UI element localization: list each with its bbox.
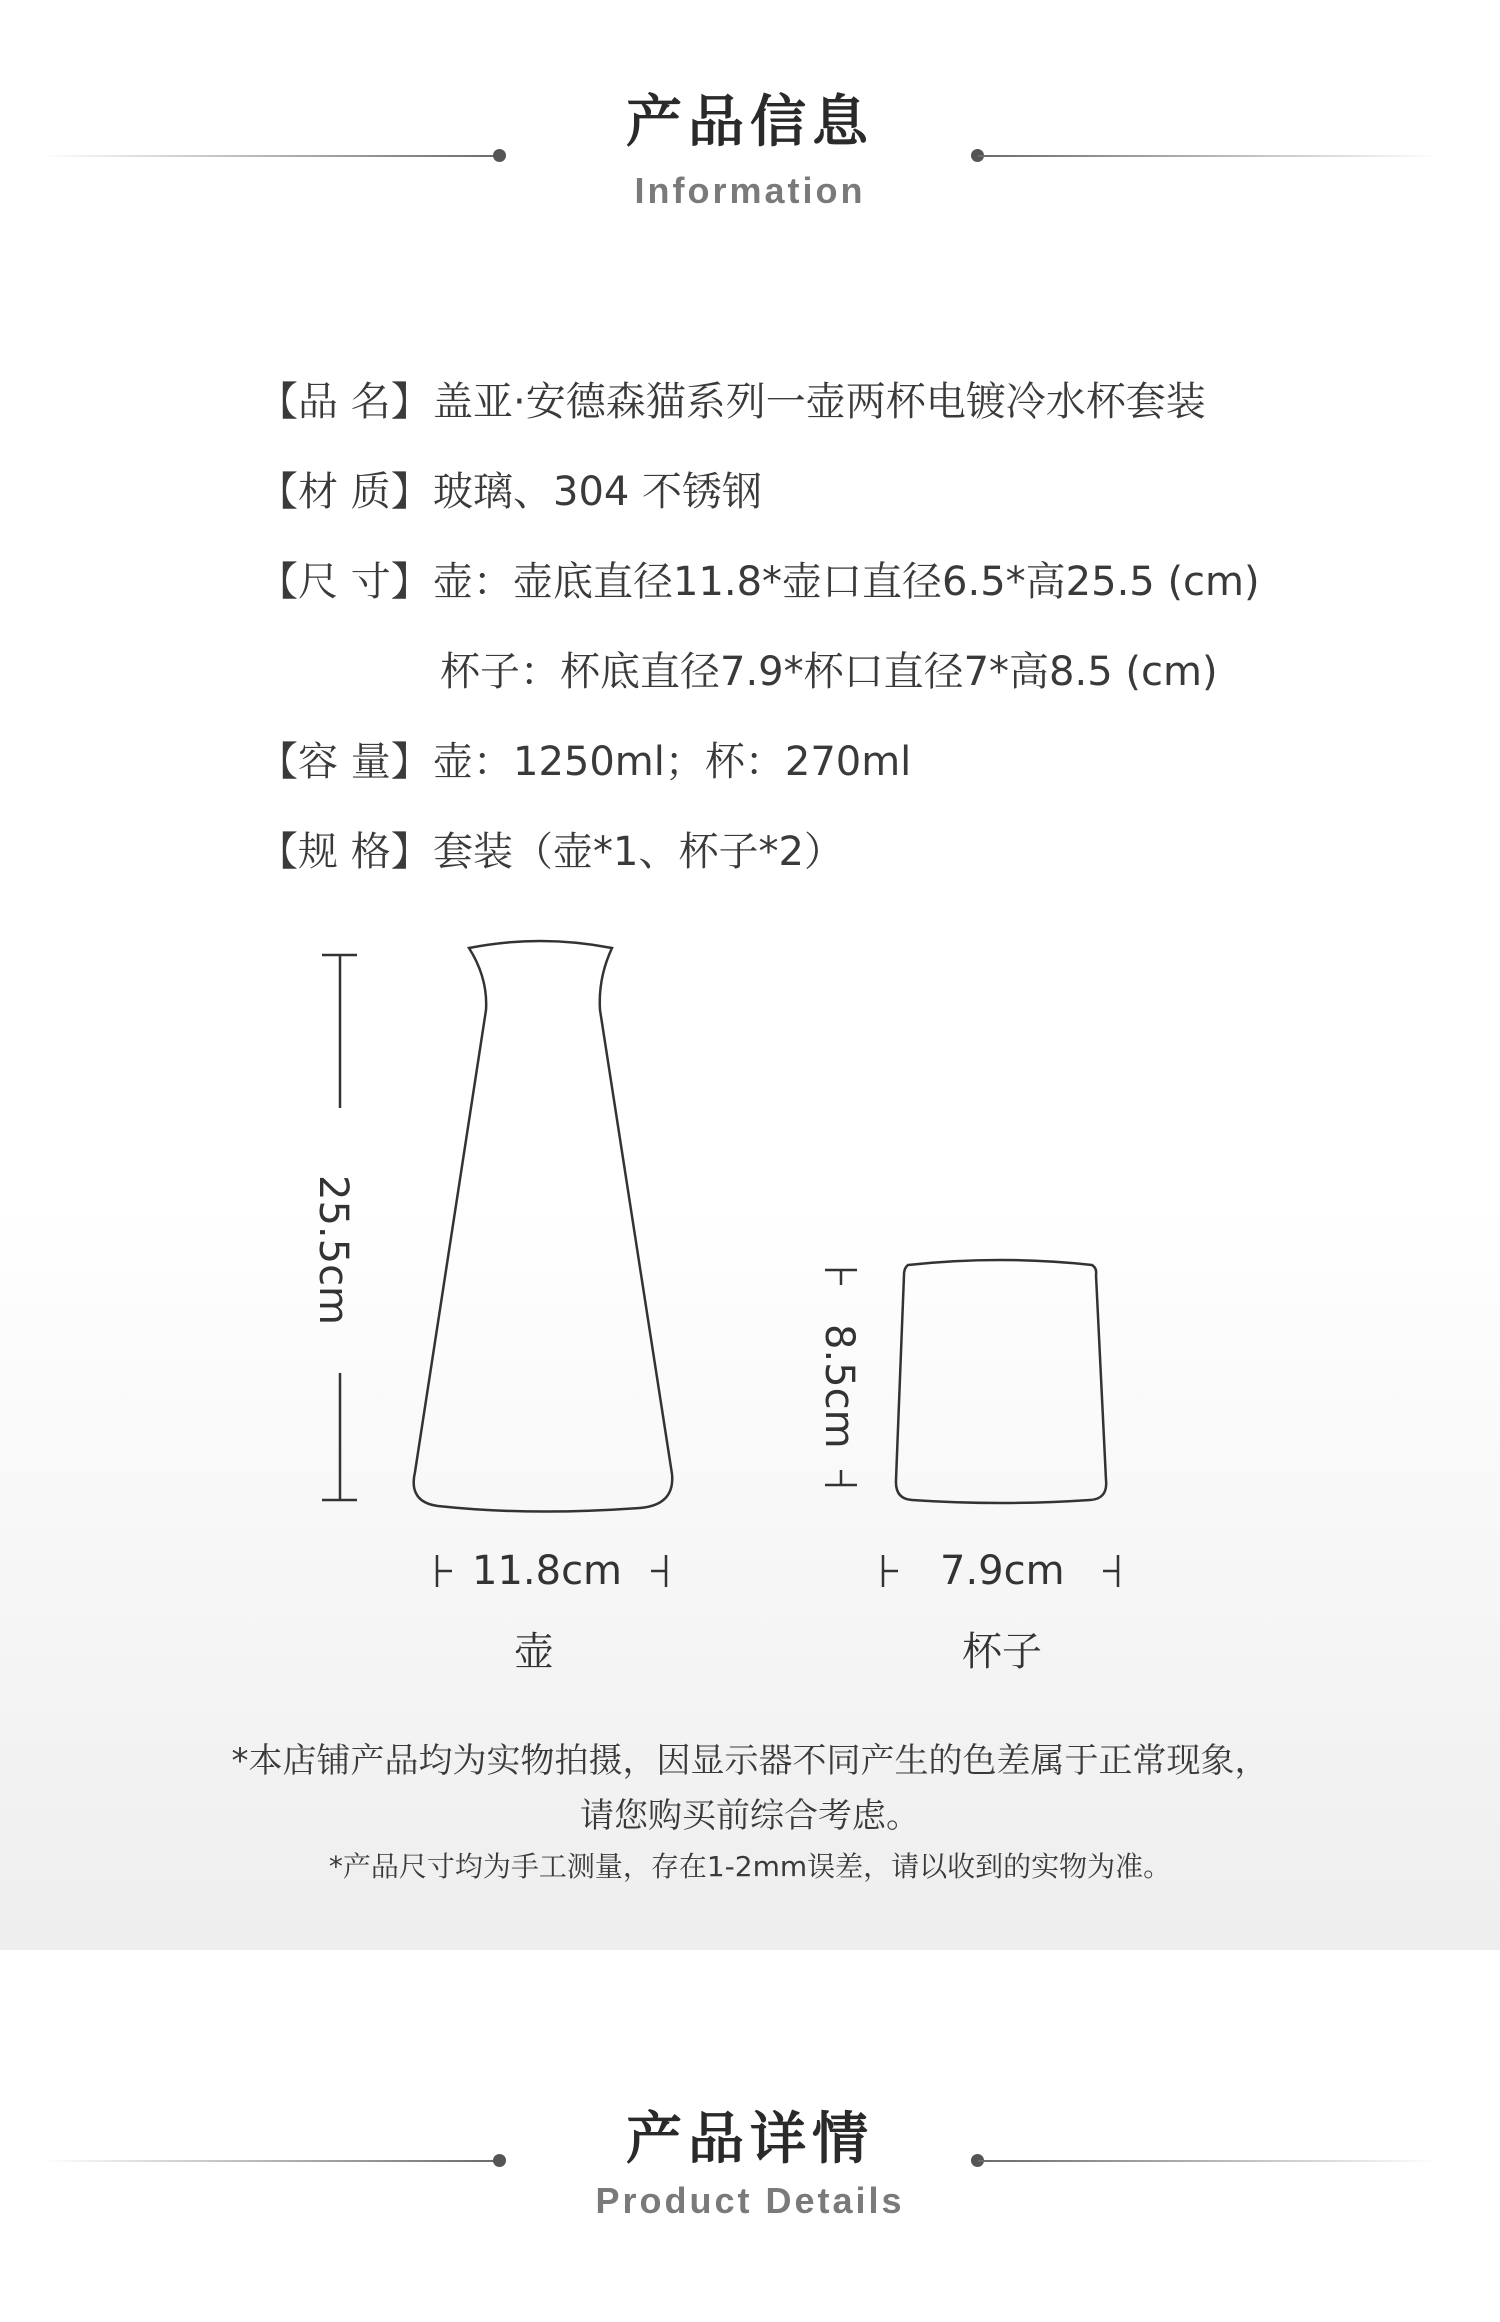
details-rule-left-dot xyxy=(493,2154,506,2167)
details-rule-left xyxy=(40,2160,500,2162)
pot-outline xyxy=(414,941,673,1512)
spec-value: 玻璃、304 不锈钢 xyxy=(433,469,763,515)
spec-label: 【容 量】 xyxy=(258,739,431,785)
details-title-en: Product Details xyxy=(595,2180,905,2221)
info-title-en: Information xyxy=(634,170,866,211)
spec-label: 【品 名】 xyxy=(258,379,431,425)
pot-height-label: 25.5cm xyxy=(310,1175,356,1326)
spec-label: 【材 质】 xyxy=(258,469,431,515)
details-rule-right xyxy=(978,2160,1440,2162)
spec-value: 壶：1250ml；杯：270ml xyxy=(433,739,912,785)
spec-value: 杯子：杯底直径7.9*杯口直径7*高8.5 (cm) xyxy=(440,649,1218,695)
spec-value: 盖亚·安德森猫系列一壶两杯电镀冷水杯套装 xyxy=(433,379,1206,425)
cup-height-label: 8.5cm xyxy=(816,1324,862,1449)
cup-caption: 杯子 xyxy=(962,1629,1042,1675)
pot-width-label: 11.8cm xyxy=(472,1548,623,1594)
spec-value: 套装（壶*1、杯子*2） xyxy=(433,829,844,875)
spec-value: 壶：壶底直径11.8*壶口直径6.5*高25.5 (cm) xyxy=(433,559,1260,605)
pot-caption: 壶 xyxy=(514,1629,554,1675)
note-color-disclaimer: *本店铺产品均为实物拍摄，因显示器不同产生的色差属于正常现象， xyxy=(231,1741,1269,1781)
info-title-cn: 产品信息 xyxy=(626,90,874,155)
details-title-cn: 产品详情 xyxy=(626,2107,874,2172)
cup-width-label: 7.9cm xyxy=(940,1548,1065,1594)
spec-label: 【规 格】 xyxy=(258,829,431,875)
note-measurement: *产品尺寸均为手工测量，存在1-2mm误差，请以收到的实物为准。 xyxy=(328,1850,1172,1883)
note-consider: 请您购买前综合考虑。 xyxy=(580,1796,920,1836)
cup-outline xyxy=(896,1260,1106,1503)
spec-label: 【尺 寸】 xyxy=(258,559,431,605)
